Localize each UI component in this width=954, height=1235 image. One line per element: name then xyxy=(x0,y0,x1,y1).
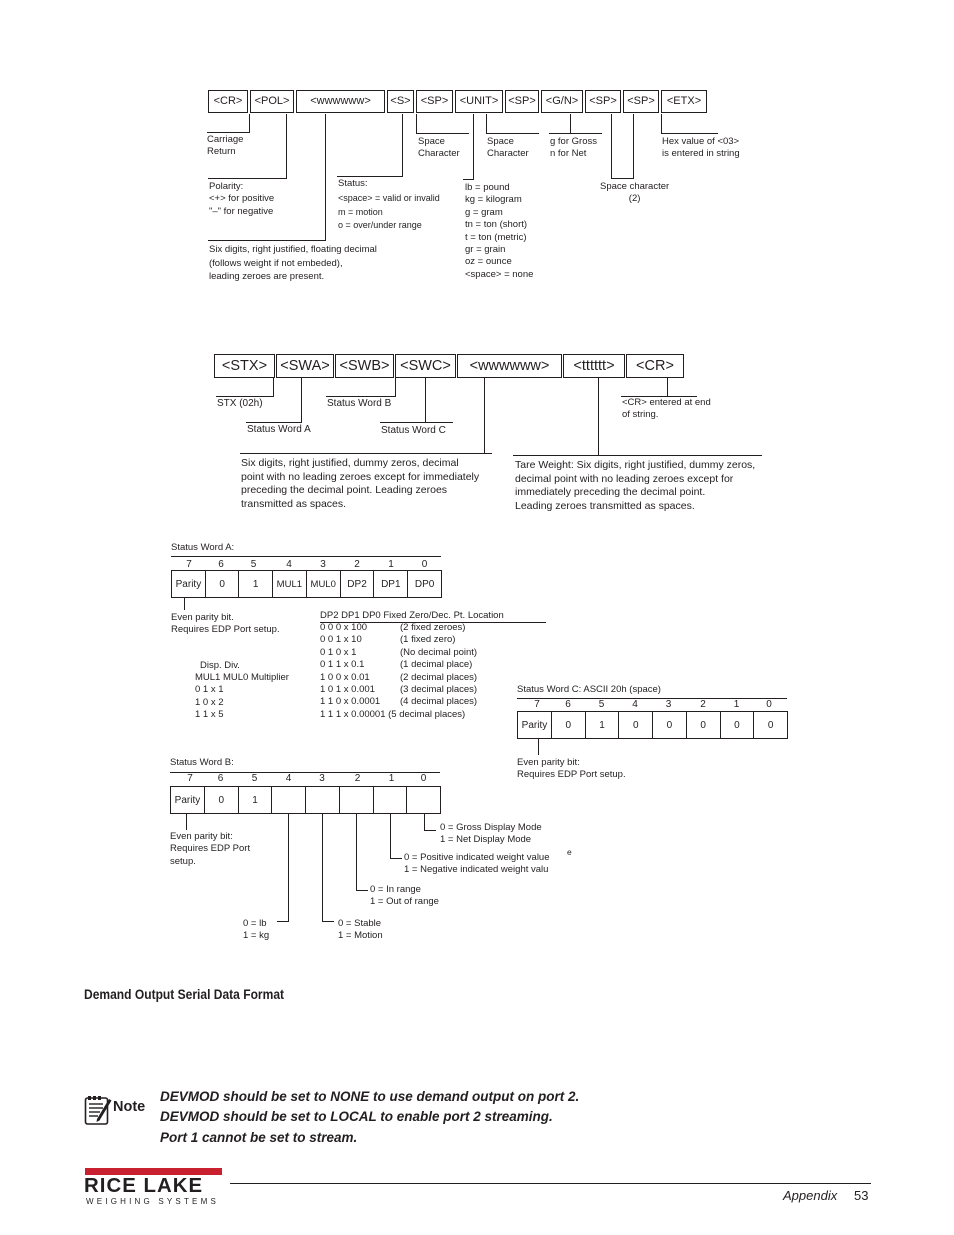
bit-number: 1 xyxy=(388,773,395,784)
note-line-1: DEVMOD should be set to NONE to use demand output on port 2. xyxy=(160,1089,580,1104)
bit-cell: 0 xyxy=(686,712,720,739)
bit-cell: 0 xyxy=(619,712,653,739)
bit-number: 2 xyxy=(354,559,360,570)
footer-rule xyxy=(230,1183,871,1184)
table-rule xyxy=(171,556,441,557)
label-units: lb = pound kg = kilogram g = gram tn = ton (short) t = ton (metric) gr = grain oz = ounce <space> = none xyxy=(465,182,534,280)
connector xyxy=(326,396,396,397)
field-sp-3: <SP> xyxy=(585,90,621,113)
label-gross-net: g for Gross n for Net xyxy=(550,136,597,160)
field-status: <S> xyxy=(387,90,414,113)
field-stx: <STX> xyxy=(214,354,275,378)
status-word-c-title: Status Word C: ASCII 20h (space) xyxy=(517,684,661,695)
bit-number: 0 xyxy=(766,699,772,710)
bit-cell xyxy=(339,787,373,814)
field-etx: <ETX> xyxy=(661,90,707,113)
dp-meanings: (2 fixed zeroes) (1 fixed zero) (No decimal point) (1 decimal place) (2 decimal places) (3 decimal places) (4 decimal places) xyxy=(400,622,478,708)
connector xyxy=(216,396,274,397)
status-word-c-parity-note: Even parity bit: Requires EDP Port setup. xyxy=(517,757,626,781)
connector xyxy=(337,176,403,177)
logo-subtitle: WEIGHING SYSTEMS xyxy=(86,1197,219,1206)
bit-number: 3 xyxy=(319,773,325,784)
connector xyxy=(416,114,417,133)
label-tare-digits: Tare Weight: Six digits, right justified, dummy zeros, decimal point with no leading zeroes except for immediately preceding the decimal point. Leading zeroes transmitted as spaces. xyxy=(515,459,756,512)
footer-page-number: 53 xyxy=(854,1188,869,1203)
connector xyxy=(473,114,474,179)
bit-cell xyxy=(306,787,340,814)
bit-cell xyxy=(407,787,441,814)
field-weight-2: <wwwwww> xyxy=(457,354,562,378)
note-icon xyxy=(84,1095,112,1127)
mul-table: MUL1 MUL0 Multiplier 0 1 x 1 1 0 x 2 1 1 x 5 xyxy=(195,672,289,721)
bit-number: 2 xyxy=(700,699,706,710)
connector xyxy=(598,378,599,455)
bit-number: 7 xyxy=(187,773,193,784)
connector xyxy=(463,179,474,180)
connector xyxy=(633,114,634,178)
note-label: Note xyxy=(113,1099,146,1115)
bit-cell: Parity xyxy=(171,787,205,814)
label-space-character-1: Space Character xyxy=(418,136,460,160)
bit-number: 5 xyxy=(250,559,257,570)
connector xyxy=(286,114,287,178)
connector xyxy=(249,114,250,132)
field-swa: <SWA> xyxy=(276,354,334,378)
status-b-bit1-e: e xyxy=(567,847,572,857)
bit-number: 3 xyxy=(665,699,672,710)
bit-cell: Parity xyxy=(518,712,552,739)
status-b-bit1-desc: 0 = Positive indicated weight value 1 = Negative indicated weight valu xyxy=(404,852,550,876)
connector xyxy=(416,133,469,134)
connector xyxy=(301,378,302,422)
bit-number: 6 xyxy=(565,699,571,710)
status-word-a-bit-numbers xyxy=(171,559,441,570)
connector xyxy=(240,453,492,454)
field-pol: <POL> xyxy=(250,90,294,113)
label-cr-end: <CR> entered at end of string. xyxy=(622,397,711,421)
field-swc: <SWC> xyxy=(395,354,456,378)
connector xyxy=(661,114,662,133)
connector xyxy=(356,814,357,890)
note-line-3: Port 1 cannot be set to stream. xyxy=(160,1130,358,1145)
connector xyxy=(380,422,453,423)
label-six-digits-floating: Six digits, right justified, floating decimal (follows weight if not embeded), leading zeroes are present. xyxy=(209,244,377,282)
connector xyxy=(424,814,425,830)
status-word-b-table xyxy=(170,786,441,814)
bit-number: 1 xyxy=(733,699,740,710)
connector xyxy=(486,133,539,134)
connector xyxy=(611,114,612,178)
field-cr: <CR> xyxy=(208,90,248,113)
table-row xyxy=(172,571,442,598)
connector xyxy=(611,178,634,179)
connector xyxy=(322,814,323,921)
connector xyxy=(402,114,403,176)
table-row xyxy=(518,712,788,739)
status-b-bit3-desc: 0 = Stable 1 = Motion xyxy=(338,918,383,942)
connector xyxy=(356,890,368,891)
connector xyxy=(538,739,539,755)
bit-number: 5 xyxy=(251,773,258,784)
connector xyxy=(208,240,326,241)
connector xyxy=(484,378,485,453)
disp-div-label: Disp. Div. xyxy=(200,660,240,671)
section-heading: Demand Output Serial Data Format xyxy=(84,986,285,1002)
format2-field-row xyxy=(214,354,685,378)
field-sp-2: <SP> xyxy=(505,90,539,113)
field-gn: <G/N> xyxy=(541,90,583,113)
connector xyxy=(425,378,426,422)
note-line-2: DEVMOD should be set to LOCAL to enable port 2 streaming. xyxy=(160,1109,553,1124)
bit-cell: 1 xyxy=(585,712,619,739)
bit-number: 2 xyxy=(354,773,361,784)
bit-cell: DP2 xyxy=(340,571,374,598)
logo-wordmark: RICE LAKE xyxy=(84,1175,204,1197)
bit-number: 4 xyxy=(285,773,292,784)
connector xyxy=(322,921,334,922)
connector xyxy=(277,921,289,922)
connector xyxy=(390,858,402,859)
bit-number: 7 xyxy=(186,559,192,570)
connector xyxy=(273,378,274,396)
bit-cell: 0 xyxy=(653,712,687,739)
bit-cell: Parity xyxy=(172,571,206,598)
bit-number: 6 xyxy=(218,559,224,570)
status-word-b-title: Status Word B: xyxy=(170,757,234,768)
bit-cell: 1 xyxy=(239,571,273,598)
status-word-a-title: Status Word A: xyxy=(171,542,235,553)
connector xyxy=(390,814,391,858)
bit-number: 7 xyxy=(534,699,540,710)
connector xyxy=(549,133,602,134)
bit-number: 0 xyxy=(421,559,428,570)
label-status-body: <space> = valid or invalid m = motion o = over/under range xyxy=(338,193,440,230)
label-polarity: Polarity: <+> for positive "–" for negative xyxy=(209,181,275,217)
connector xyxy=(424,830,436,831)
status-word-b-parity-note: Even parity bit: Requires EDP Port setup. xyxy=(170,831,251,867)
status-b-bit2-desc: 0 = In range 1 = Out of range xyxy=(370,884,439,908)
bit-cell: 0 xyxy=(720,712,754,739)
label-weight-digits: Six digits, right justified, dummy zeros, decimal point with no leading zeroes except for immediately preceding the decimal point. Leading zeroes transmitted as spaces. xyxy=(241,457,480,510)
connector xyxy=(513,455,762,456)
dp-codes: 0 0 0 x 100 0 0 1 x 10 0 1 0 x 1 0 1 1 x 0.1 1 0 0 x 0.01 1 0 1 x 0.001 1 1 0 x 0.0001 1 1 1 x 0.00001 (5 decimal places) xyxy=(320,622,466,720)
bit-cell: MUL1 xyxy=(272,571,306,598)
footer-section: Appendix xyxy=(783,1188,838,1203)
bit-number: 5 xyxy=(598,699,605,710)
status-word-c-table xyxy=(517,711,788,739)
bit-cell: 1 xyxy=(238,787,272,814)
label-space-char-2: Space character (2) xyxy=(600,181,670,205)
label-status-word-a: Status Word A xyxy=(247,424,311,435)
connector xyxy=(186,814,187,830)
bit-cell: 0 xyxy=(551,712,585,739)
status-word-c-bit-numbers xyxy=(517,699,780,710)
connector xyxy=(486,114,487,133)
dp-table-header: DP2 DP1 DP0 Fixed Zero/Dec. Pt. Location xyxy=(320,610,504,621)
connector xyxy=(395,378,396,396)
label-status-word-b: Status Word B xyxy=(327,398,392,409)
bit-cell: 0 xyxy=(204,787,238,814)
status-word-b-bit-numbers xyxy=(170,773,434,784)
status-word-a-table xyxy=(171,570,442,598)
bit-number: 6 xyxy=(217,773,224,784)
label-status-title: Status: xyxy=(338,178,368,189)
field-unit: <UNIT> xyxy=(455,90,503,113)
connector xyxy=(661,133,718,134)
status-b-bit0-desc: 0 = Gross Display Mode 1 = Net Display Mode xyxy=(440,822,542,846)
bit-cell xyxy=(373,787,407,814)
logo-red-bar xyxy=(85,1168,222,1175)
bit-number: 3 xyxy=(320,559,326,570)
label-space-character-2: Space Character xyxy=(487,136,529,160)
field-swb: <SWB> xyxy=(335,354,394,378)
connector xyxy=(208,178,287,179)
bit-number: 1 xyxy=(388,559,394,570)
status-word-a-parity-note: Even parity bit. Requires EDP Port setup. xyxy=(171,612,280,636)
connector xyxy=(246,422,302,423)
bit-number: 4 xyxy=(286,559,292,570)
field-weight: <wwwwww> xyxy=(296,90,385,113)
format1-field-row xyxy=(208,90,709,113)
label-stx: STX (02h) xyxy=(217,398,263,409)
connector xyxy=(325,114,326,240)
bit-cell: 0 xyxy=(205,571,239,598)
field-tare: <tttttt> xyxy=(563,354,625,378)
bit-cell: DP0 xyxy=(408,571,442,598)
table-row xyxy=(171,787,441,814)
connector xyxy=(288,814,289,921)
field-sp-1: <SP> xyxy=(416,90,453,113)
status-b-bit4-desc: 0 = lb 1 = kg xyxy=(243,918,270,942)
field-sp-4: <SP> xyxy=(623,90,659,113)
bit-number: 0 xyxy=(420,773,427,784)
connector xyxy=(184,598,185,610)
connector xyxy=(207,132,250,133)
bit-cell: MUL0 xyxy=(306,571,340,598)
label-etx: Hex value of <03> is entered in string xyxy=(662,136,740,160)
field-cr-2: <CR> xyxy=(626,354,684,378)
bit-number: 4 xyxy=(632,699,638,710)
bit-cell xyxy=(272,787,306,814)
label-status-word-c: Status Word C xyxy=(381,425,446,436)
bit-cell: DP1 xyxy=(374,571,408,598)
rice-lake-logo xyxy=(84,1168,224,1208)
bit-cell: 0 xyxy=(754,712,788,739)
connector xyxy=(667,378,668,396)
connector xyxy=(570,114,571,133)
label-carriage-return: Carriage Return xyxy=(207,134,244,158)
